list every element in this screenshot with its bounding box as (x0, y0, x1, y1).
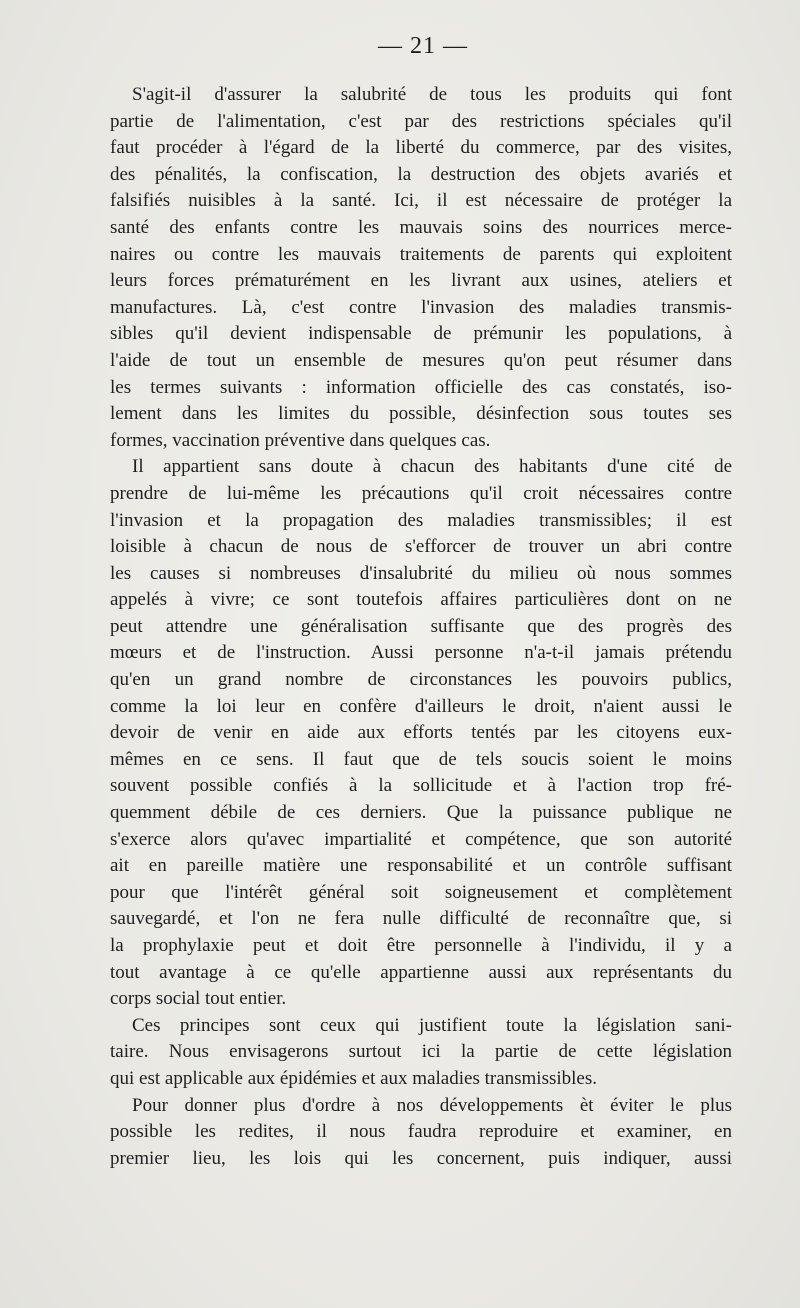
body-text (110, 82, 732, 1172)
text-line: les termes suivants : information officielle des cas constatés, iso- (110, 376, 732, 398)
text-line: S'agit-il d'assurer la salubrité de tous les produits qui font (132, 84, 732, 105)
text-line: loisible à chacun de nous de s'efforcer de trouver un abri contre (110, 536, 732, 558)
text-line: mêmes en ce sens. Il faut que de tels soucis soient le moins (110, 748, 732, 770)
text-line: premier lieu, les lois qui les concernent, puis indiquer, aussi (110, 1147, 732, 1169)
text-line: l'aide de tout un ensemble de mesures qu'on peut résumer dans (110, 349, 732, 371)
text-line: qui est applicable aux épidémies et aux maladies transmissibles. (110, 1067, 598, 1089)
text-line: Ces principes sont ceux qui justifient toute la législation sani- (132, 1014, 732, 1036)
paragraph (110, 82, 732, 454)
text-line: ait en pareille matière une responsabilité et un contrôle suffisant (110, 855, 732, 877)
text-line: faut procéder à l'égard de la liberté du commerce, par des visites, (110, 137, 732, 159)
text-line: peut attendre une généralisation suffisante que des progrès des (110, 615, 732, 637)
text-line: prendre de lui-même les précautions qu'il croit nécessaires contre (110, 482, 732, 504)
text-line: leurs forces prématurément en les livrant aux usines, ateliers et (110, 270, 732, 292)
text-line: possible les redites, il nous faudra reproduire et examiner, en (110, 1121, 732, 1143)
text-line: santé des enfants contre les mauvais soins des nourrices merce- (110, 216, 732, 238)
text-line: pour que l'intérêt général soit soigneusement et complètement (110, 881, 732, 903)
text-line: l'invasion et la propagation des maladies transmissibles; il est (110, 509, 732, 531)
text-line: la prophylaxie peut et doit être personnelle à l'individu, il y a (110, 935, 732, 956)
text-line: partie de l'alimentation, c'est par des restrictions spéciales qu'il (110, 110, 732, 132)
text-line: mœurs et de l'instruction. Aussi personne n'a-t-il jamais prétendu (110, 642, 732, 664)
text-line: des pénalités, la confiscation, la destruction des objets avariés et (110, 163, 732, 185)
text-line: appelés à vivre; ce sont toutefois affaires particulières dont on ne (110, 589, 732, 611)
text-line: falsifiés nuisibles à la santé. Ici, il est nécessaire de protéger la (110, 190, 732, 212)
paragraph (110, 1013, 732, 1093)
paragraph (110, 1093, 732, 1173)
text-line: tout avantage à ce qu'elle appartienne aussi aux représentants du (110, 961, 732, 983)
text-line: comme la loi leur en confère d'ailleurs le droit, n'aient aussi le (110, 695, 732, 717)
text-line: Pour donner plus d'ordre à nos développements èt éviter le plus (132, 1094, 732, 1116)
text-line: naires ou contre les mauvais traitements de parents qui exploitent (110, 243, 732, 265)
text-line: souvent possible confiés à la sollicitude et à l'action trop fré- (110, 775, 732, 797)
page-number: — 21 — (378, 33, 468, 59)
text-line: taire. Nous envisagerons surtout ici la partie de cette législation (110, 1041, 732, 1063)
text-line: les causes si nombreuses d'insalubrité du milieu où nous sommes (110, 562, 732, 584)
text-line: formes, vaccination préventive dans quelques cas. (110, 429, 491, 451)
text-line: qu'en un grand nombre de circonstances les pouvoirs publics, (110, 669, 732, 691)
text-line: Il appartient sans doute à chacun des habitants d'une cité de (132, 456, 732, 478)
text-line: s'exerce alors qu'avec impartialité et compétence, que son autorité (110, 828, 732, 850)
text-line: devoir de venir en aide aux efforts tentés par les citoyens eux- (110, 722, 732, 744)
paragraph (110, 454, 732, 1012)
text-line: sibles qu'il devient indispensable de prémunir les populations, à (110, 323, 732, 345)
text-line: lement dans les limites du possible, désinfection sous toutes ses (110, 403, 732, 425)
text-line: sauvegardé, et l'on ne fera nulle difficulté de reconnaître que, si (110, 908, 732, 930)
text-line: manufactures. Là, c'est contre l'invasion des maladies transmis- (110, 296, 732, 318)
text-line: quemment débile de ces derniers. Que la puissance publique ne (110, 802, 732, 824)
text-line: corps social tout entier. (110, 988, 287, 1010)
